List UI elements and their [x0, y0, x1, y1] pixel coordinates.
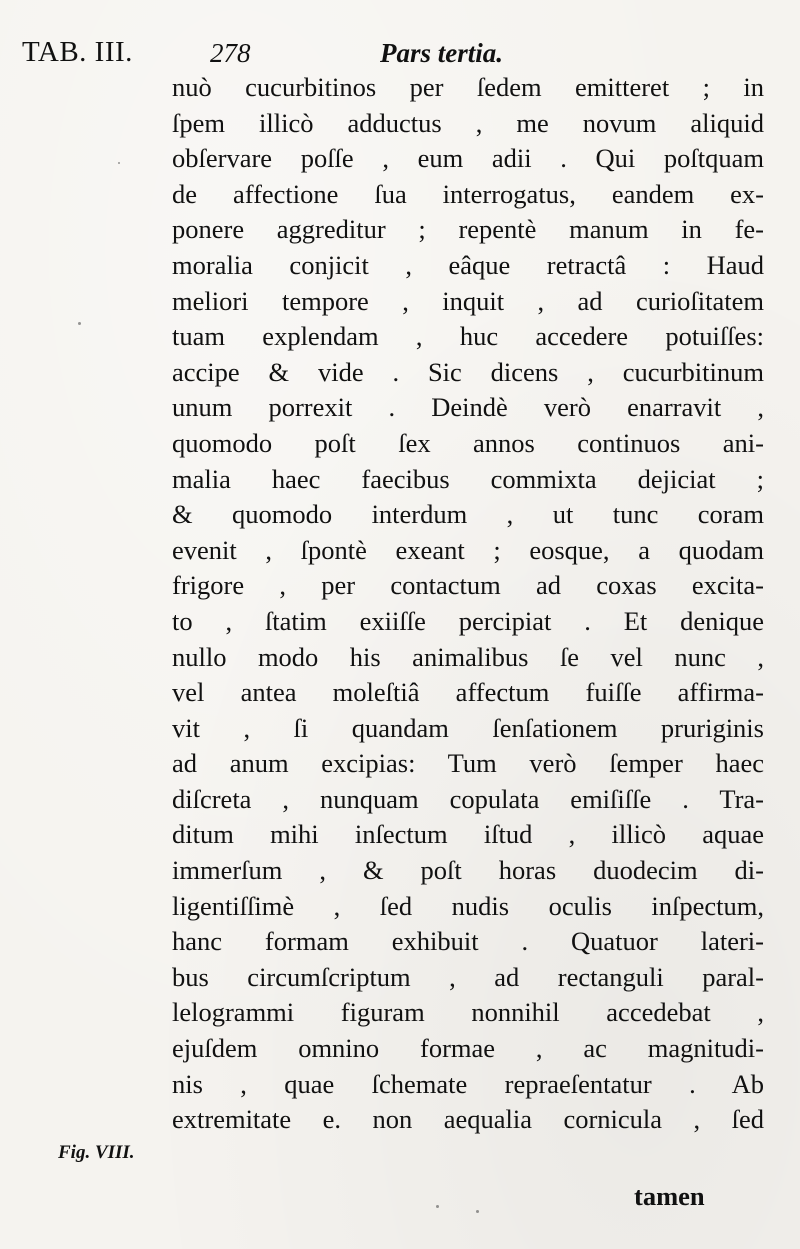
- text-line: evenit , ſpontè exeant ; eosque, a quodam: [172, 534, 764, 565]
- text-line: bus circumſcriptum , ad rectanguli paral-: [172, 961, 764, 992]
- figure-reference: Fig. VIII.: [58, 1142, 135, 1163]
- text-line: nuò cucurbitinos per ſedem emitteret ; in: [172, 72, 764, 102]
- text-line: meliori tempore , inquit , ad curioſitatem: [172, 285, 764, 316]
- text-line: hanc formam exhibuit . Quatuor lateri-: [172, 926, 764, 957]
- text-line: vit , ſi quandam ſenſationem pruriginis: [172, 712, 764, 743]
- section-title: Pars tertia.: [380, 38, 504, 68]
- print-speck: [436, 1205, 439, 1208]
- text-line: diſcreta , nunquam copulata emiſiſſe . Tra-: [172, 783, 764, 814]
- text-line: ſpem illicò adductus , me novum aliquid: [172, 107, 764, 138]
- running-head: [0, 30, 800, 74]
- text-line: moralia conjicit , eâque retractâ : Haud: [172, 249, 764, 280]
- text-line: ditum mihi inſectum iſtud , illicò aquae: [172, 819, 764, 850]
- text-line: ponere aggreditur ; repentè manum in fe-: [172, 214, 764, 245]
- text-line: malia haec faecibus commixta dejiciat ;: [172, 463, 764, 494]
- text-line: nullo modo his animalibus ſe vel nunc ,: [172, 641, 764, 672]
- text-line: nis , quae ſchemate repraeſentatur . Ab: [172, 1068, 764, 1099]
- text-line: frigore , per contactum ad coxas excita-: [172, 570, 764, 601]
- text-line: obſervare poſſe , eum adii . Qui poſtquam: [172, 143, 764, 174]
- text-line: unum porrexit . Deindè verò enarravit ,: [172, 392, 764, 423]
- text-line: extremitate e. non aequalia cornicula , ſed: [172, 1104, 764, 1135]
- text-line: immerſum , & poſt horas duodecim di-: [172, 855, 764, 886]
- catchword: tamen: [634, 1181, 705, 1211]
- text-line: ejuſdem omnino formae , ac magnitudi-: [172, 1033, 764, 1064]
- text-line: ligentiſſimè , ſed nudis oculis inſpectum,: [172, 890, 764, 921]
- print-speck: [118, 162, 120, 164]
- text-line: tuam explendam , huc accedere potuiſſes:: [172, 321, 764, 352]
- text-line: accipe & vide . Sic dicens , cucurbitinum: [172, 356, 764, 387]
- text-line: quomodo poſt ſex annos continuos ani-: [172, 427, 764, 458]
- text-line: lelogrammi figuram nonnihil accedebat ,: [172, 997, 764, 1028]
- text-line: de affectione ſua interrogatus, eandem ex-: [172, 178, 764, 209]
- print-speck: [476, 1210, 479, 1213]
- text-line: vel antea moleſtiâ affectum fuiſſe affirma-: [172, 677, 764, 708]
- body-text: [172, 70, 764, 1138]
- print-speck: [78, 322, 81, 325]
- page-number: 278: [210, 38, 251, 68]
- text-line: & quomodo interdum , ut tunc coram: [172, 499, 764, 530]
- text-line: to , ſtatim exiiſſe percipiat . Et denique: [172, 605, 764, 636]
- plate-reference: TAB. III.: [22, 36, 133, 68]
- text-line: ad anum excipias: Tum verò ſemper haec: [172, 748, 764, 779]
